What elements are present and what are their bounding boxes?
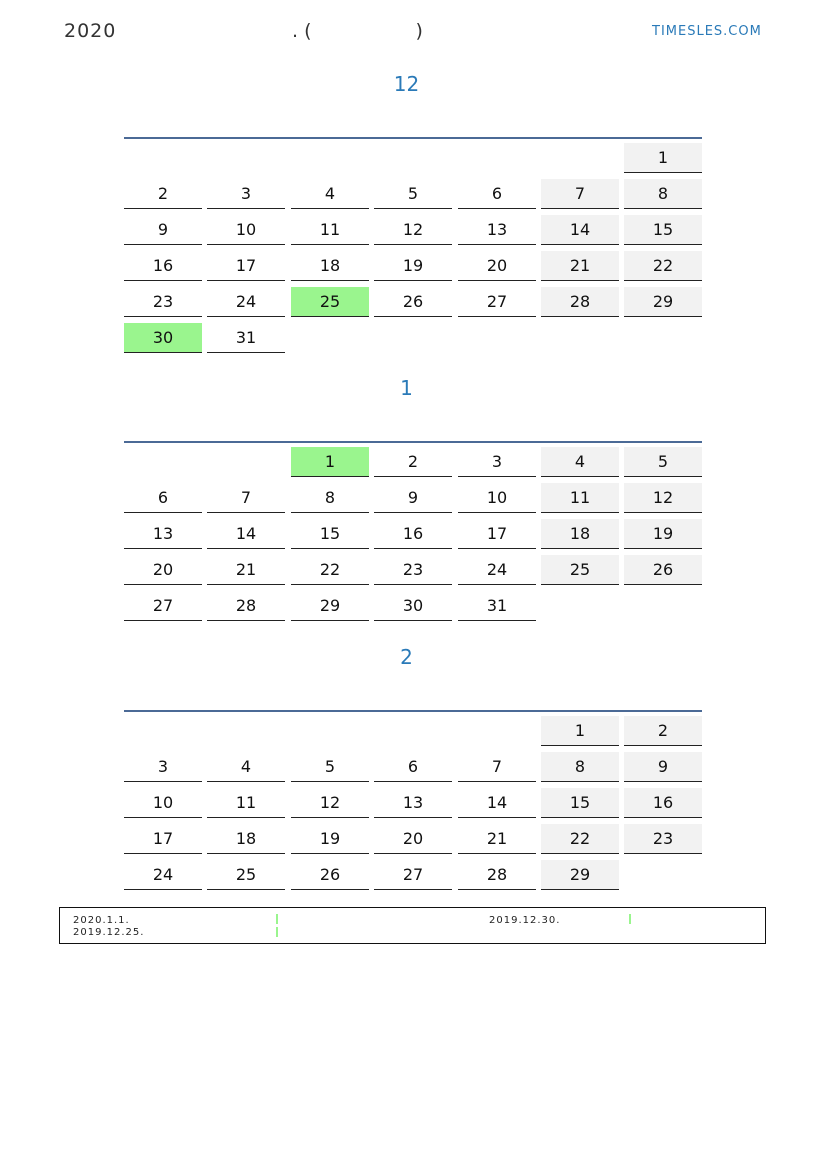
- day-cell[interactable]: 3: [124, 752, 202, 782]
- day-cell[interactable]: 29: [541, 860, 619, 890]
- day-cell[interactable]: 27: [374, 860, 452, 890]
- day-cell[interactable]: 21: [458, 824, 536, 854]
- day-cell[interactable]: 27: [458, 287, 536, 317]
- day-cell[interactable]: 13: [374, 788, 452, 818]
- day-cell[interactable]: 11: [207, 788, 285, 818]
- day-cell[interactable]: 23: [624, 824, 702, 854]
- day-cell[interactable]: 26: [624, 555, 702, 585]
- day-cell[interactable]: 9: [374, 483, 452, 513]
- day-cell[interactable]: 5: [374, 179, 452, 209]
- day-cell[interactable]: 27: [124, 591, 202, 621]
- site-link[interactable]: TIMESLES.COM: [652, 24, 762, 39]
- day-cell[interactable]: 9: [624, 752, 702, 782]
- day-cell[interactable]: 20: [124, 555, 202, 585]
- day-cell[interactable]: 7: [207, 483, 285, 513]
- day-cell[interactable]: 12: [374, 215, 452, 245]
- header-dot: .: [292, 20, 299, 42]
- day-cell[interactable]: 14: [207, 519, 285, 549]
- day-cell[interactable]: 11: [291, 215, 369, 245]
- day-cell[interactable]: 29: [291, 591, 369, 621]
- header-close-paren: ): [415, 20, 423, 42]
- day-cell[interactable]: 26: [374, 287, 452, 317]
- day-cell[interactable]: 8: [541, 752, 619, 782]
- day-cell[interactable]: 16: [124, 251, 202, 281]
- day-cell[interactable]: 1: [541, 716, 619, 746]
- day-cell[interactable]: 30: [124, 323, 202, 353]
- day-cell[interactable]: 12: [291, 788, 369, 818]
- legend-mark-dec-30: [629, 914, 631, 924]
- day-cell[interactable]: 24: [207, 287, 285, 317]
- day-cell[interactable]: 2: [374, 447, 452, 477]
- day-cell[interactable]: 17: [207, 251, 285, 281]
- day-cell[interactable]: 4: [291, 179, 369, 209]
- legend-item-christmas: 2019.12.25.: [73, 927, 145, 938]
- day-cell[interactable]: 18: [541, 519, 619, 549]
- day-cell[interactable]: 8: [291, 483, 369, 513]
- day-cell[interactable]: 25: [541, 555, 619, 585]
- day-cell[interactable]: 10: [458, 483, 536, 513]
- day-cell[interactable]: 15: [624, 215, 702, 245]
- header-year: 2020: [64, 20, 117, 42]
- month-grid-top-rule: [124, 137, 702, 139]
- day-cell[interactable]: 7: [541, 179, 619, 209]
- legend-mark-new-year: [276, 914, 278, 924]
- day-cell[interactable]: 10: [124, 788, 202, 818]
- day-cell[interactable]: 16: [624, 788, 702, 818]
- day-cell[interactable]: 5: [624, 447, 702, 477]
- day-cell[interactable]: 25: [291, 287, 369, 317]
- day-cell[interactable]: 26: [291, 860, 369, 890]
- day-cell[interactable]: 6: [458, 179, 536, 209]
- day-cell[interactable]: 28: [458, 860, 536, 890]
- day-cell[interactable]: 11: [541, 483, 619, 513]
- legend-mark-christmas: [276, 927, 278, 937]
- day-cell[interactable]: 5: [291, 752, 369, 782]
- day-cell[interactable]: 19: [374, 251, 452, 281]
- day-cell[interactable]: 3: [207, 179, 285, 209]
- day-cell[interactable]: 18: [291, 251, 369, 281]
- day-cell[interactable]: 15: [291, 519, 369, 549]
- day-cell[interactable]: 19: [624, 519, 702, 549]
- day-cell[interactable]: 13: [124, 519, 202, 549]
- day-cell[interactable]: 9: [124, 215, 202, 245]
- day-cell[interactable]: 28: [541, 287, 619, 317]
- day-cell[interactable]: 14: [541, 215, 619, 245]
- day-cell[interactable]: 14: [458, 788, 536, 818]
- day-cell[interactable]: 15: [541, 788, 619, 818]
- day-cell[interactable]: 20: [458, 251, 536, 281]
- day-cell[interactable]: 22: [541, 824, 619, 854]
- day-cell[interactable]: 31: [207, 323, 285, 353]
- day-cell[interactable]: 2: [624, 716, 702, 746]
- day-cell[interactable]: 17: [458, 519, 536, 549]
- header-subtitle: [292, 20, 423, 42]
- day-cell[interactable]: 6: [374, 752, 452, 782]
- header-open-paren: (: [304, 20, 312, 42]
- day-cell[interactable]: 12: [624, 483, 702, 513]
- day-cell[interactable]: 23: [124, 287, 202, 317]
- day-cell[interactable]: 17: [124, 824, 202, 854]
- legend-item-new-year: 2020.1.1.: [73, 915, 130, 926]
- day-cell[interactable]: 25: [207, 860, 285, 890]
- day-cell[interactable]: 3: [458, 447, 536, 477]
- day-cell[interactable]: 28: [207, 591, 285, 621]
- day-cell[interactable]: 22: [291, 555, 369, 585]
- legend-box: [59, 907, 766, 944]
- month-grid-top-rule: [124, 441, 702, 443]
- day-cell[interactable]: 19: [291, 824, 369, 854]
- day-cell[interactable]: 30: [374, 591, 452, 621]
- day-cell[interactable]: 20: [374, 824, 452, 854]
- day-cell[interactable]: 31: [458, 591, 536, 621]
- day-cell[interactable]: 29: [624, 287, 702, 317]
- day-cell[interactable]: 2: [124, 179, 202, 209]
- day-cell[interactable]: 1: [624, 143, 702, 173]
- day-cell[interactable]: 7: [458, 752, 536, 782]
- month-title: 1: [400, 376, 413, 400]
- day-cell[interactable]: 23: [374, 555, 452, 585]
- month-title: 12: [393, 72, 420, 96]
- day-cell[interactable]: 21: [207, 555, 285, 585]
- day-cell[interactable]: 13: [458, 215, 536, 245]
- day-cell[interactable]: 21: [541, 251, 619, 281]
- day-cell[interactable]: 24: [124, 860, 202, 890]
- day-cell[interactable]: 10: [207, 215, 285, 245]
- day-cell[interactable]: 4: [541, 447, 619, 477]
- day-cell[interactable]: 8: [624, 179, 702, 209]
- month-title: 2: [400, 645, 413, 669]
- month-grid-top-rule: [124, 710, 702, 712]
- day-cell[interactable]: 6: [124, 483, 202, 513]
- legend-item-dec-30: 2019.12.30.: [489, 915, 561, 926]
- day-cell[interactable]: 16: [374, 519, 452, 549]
- day-cell[interactable]: 18: [207, 824, 285, 854]
- day-cell[interactable]: 4: [207, 752, 285, 782]
- day-cell[interactable]: 24: [458, 555, 536, 585]
- day-cell[interactable]: 1: [291, 447, 369, 477]
- day-cell[interactable]: 22: [624, 251, 702, 281]
